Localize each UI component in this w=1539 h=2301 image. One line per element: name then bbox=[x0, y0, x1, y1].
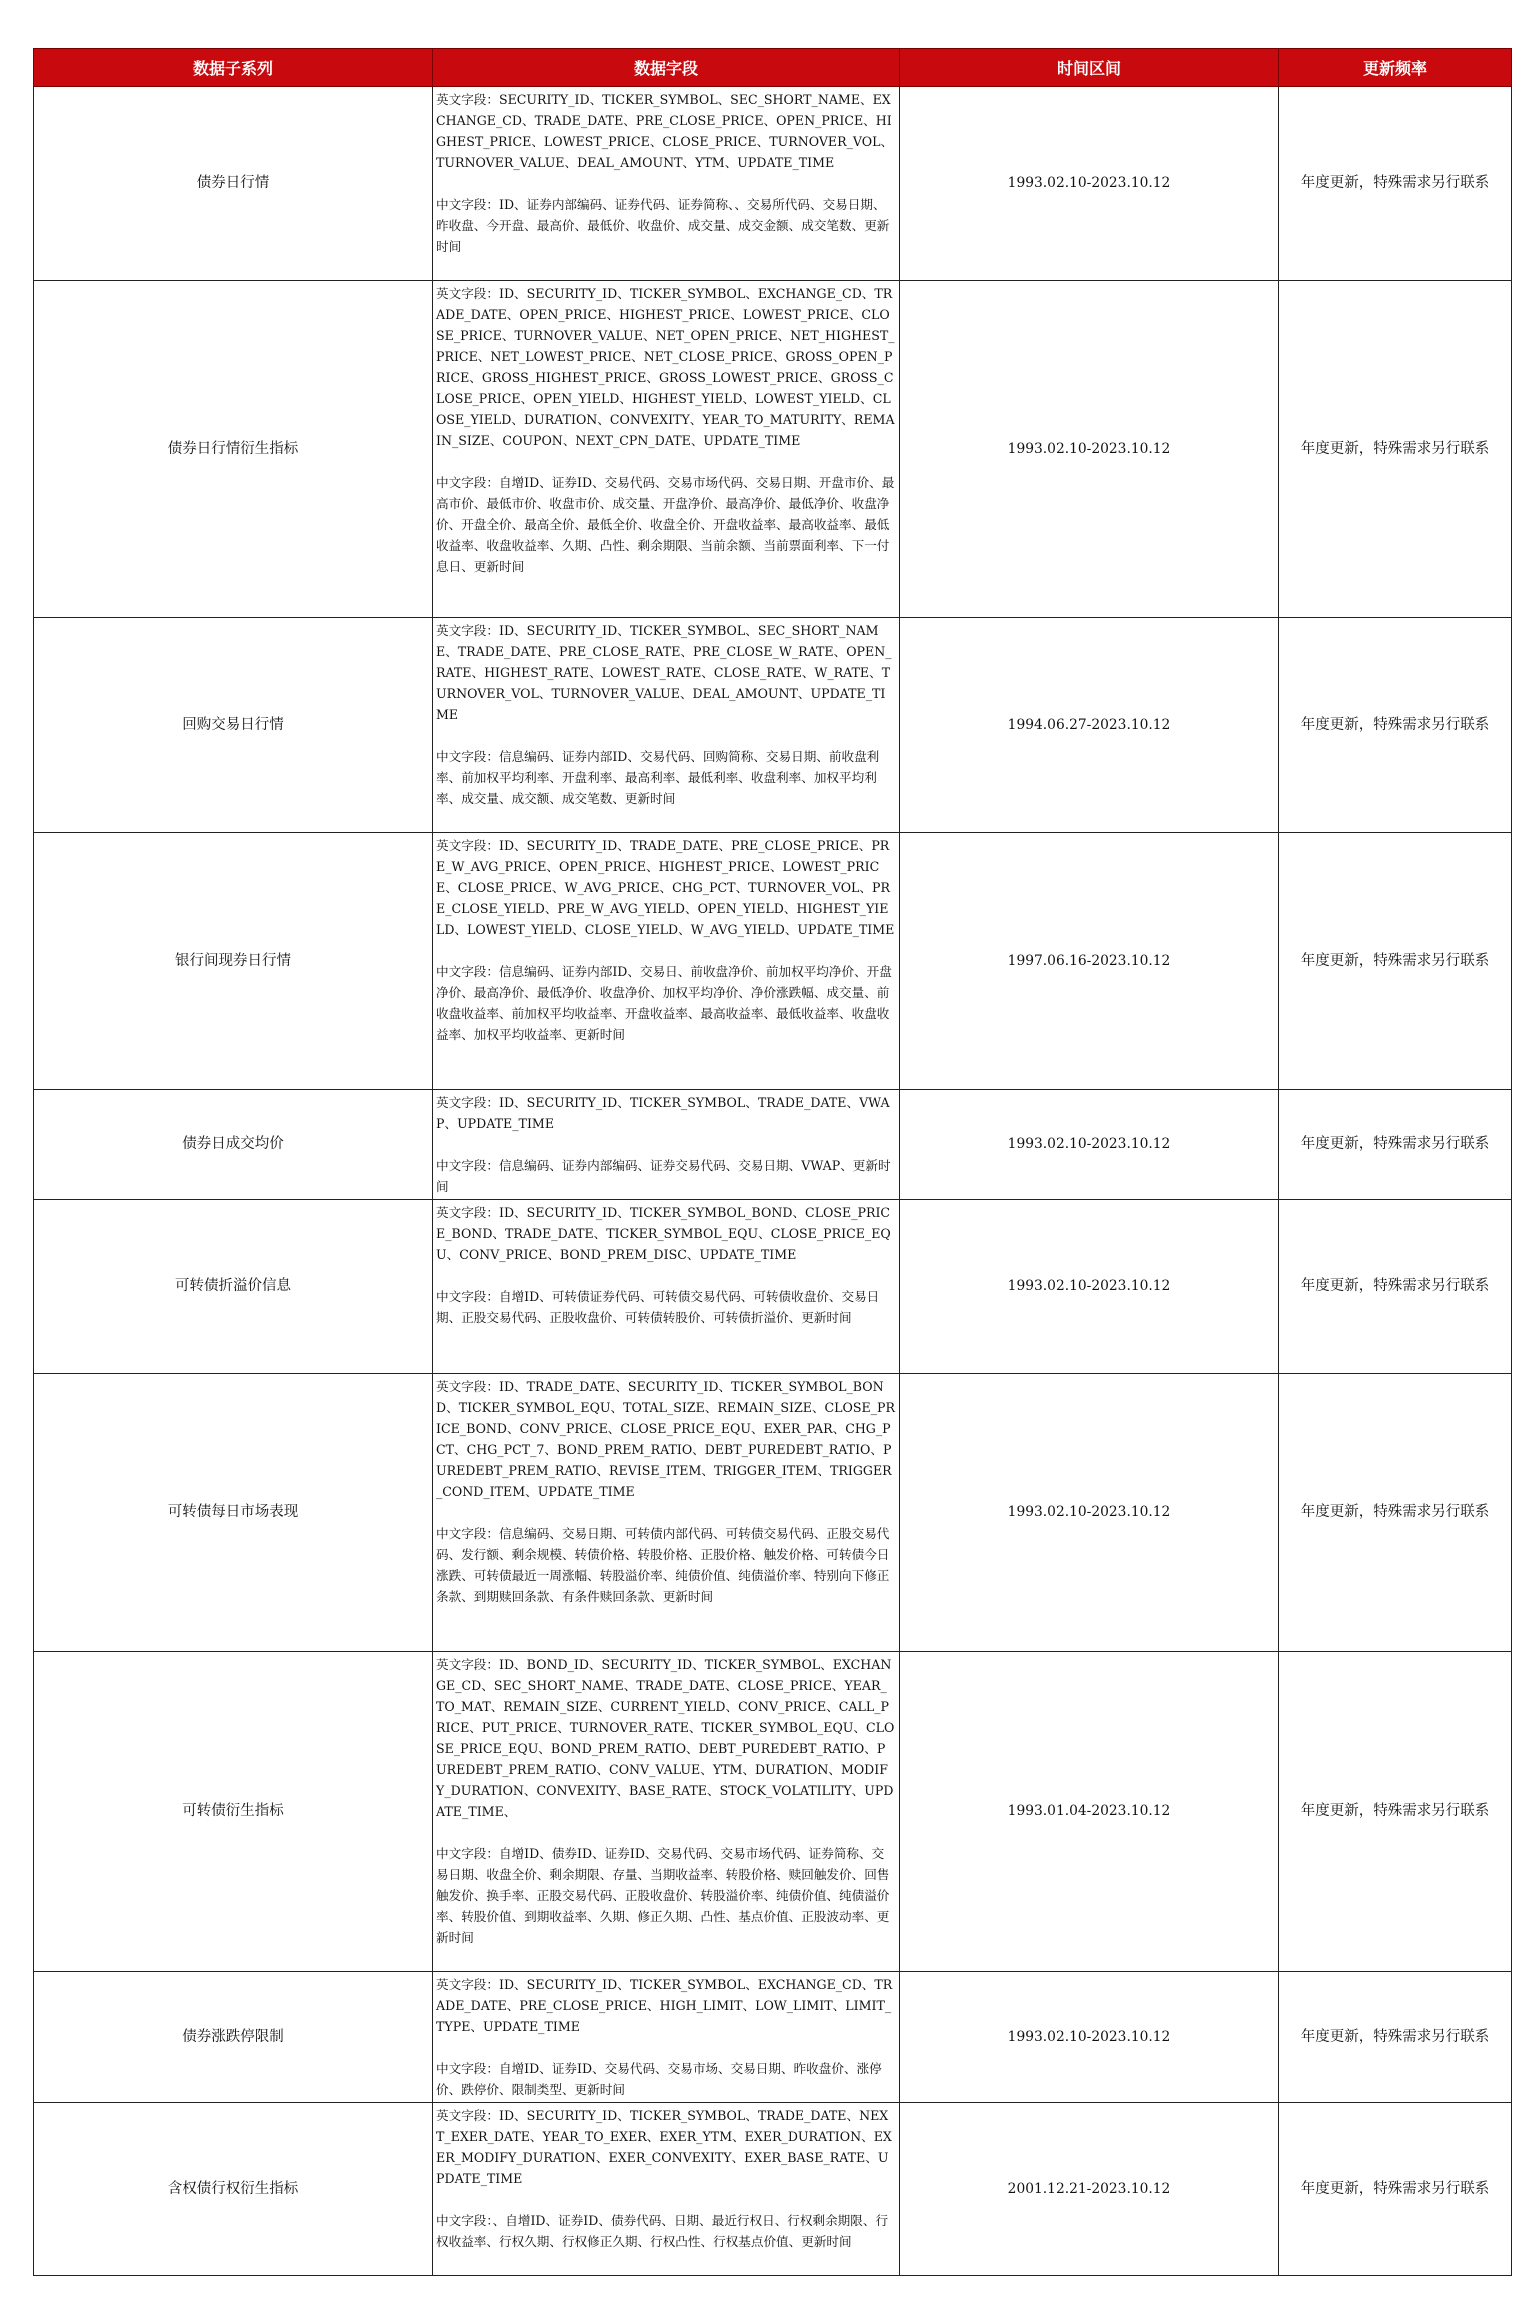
series-cell: 可转债折溢价信息 bbox=[34, 1200, 433, 1374]
fields-cell bbox=[433, 1090, 900, 1200]
table-row bbox=[34, 1200, 1512, 1374]
english-fields: 英文字段：ID、SECURITY_ID、TRADE_DATE、PRE_CLOSE_PRICE、PRE_W_AVG_PRICE、OPEN_PRICE、HIGHEST_PRICE、LOWEST_PRICE、CLOSE_PRICE、W_AVG_PRICE、CHG_PCT、TURNOVER_VOL、PRE_CLOSE_YIELD、PRE_W_AVG_YIELD、OPEN_YIELD、HIGHEST_YIELD、LOWEST_YIELD、CLOSE_YIELD、W_AVG_YIELD、UPDATE_TIME bbox=[436, 838, 895, 937]
table-row bbox=[34, 1374, 1512, 1652]
chinese-fields: 中文字段：自增ID、可转债证券代码、可转债交易代码、可转债收盘价、交易日期、正股交易代码、正股收盘价、可转债转股价、可转债折溢价、更新时间 bbox=[436, 1289, 880, 1325]
english-fields: 英文字段：ID、SECURITY_ID、TICKER_SYMBOL、SEC_SHORT_NAME、TRADE_DATE、PRE_CLOSE_RATE、PRE_CLOSE_W_RATE、OPEN_RATE、HIGHEST_RATE、LOWEST_RATE、CLOSE_RATE、W_RATE、TURNOVER_VOL、TURNOVER_VALUE、DEAL_AMOUNT、UPDATE_TIME bbox=[436, 623, 892, 722]
english-fields: 英文字段：ID、SECURITY_ID、TICKER_SYMBOL_BOND、CLOSE_PRICE_BOND、TRADE_DATE、TICKER_SYMBOL_EQU、CLOSE_PRICE_EQU、CONV_PRICE、BOND_PREM_DISC、UPDATE_TIME bbox=[436, 1205, 891, 1262]
series-cell: 债券涨跌停限制 bbox=[34, 1972, 433, 2103]
series-cell: 含权债行权衍生指标 bbox=[34, 2103, 433, 2276]
frequency-cell: 年度更新，特殊需求另行联系 bbox=[1279, 618, 1512, 833]
table-row bbox=[34, 2103, 1512, 2276]
english-fields: 英文字段：ID、SECURITY_ID、TICKER_SYMBOL、EXCHANGE_CD、TRADE_DATE、PRE_CLOSE_PRICE、HIGH_LIMIT、LOW_LIMIT、LIMIT_TYPE、UPDATE_TIME bbox=[436, 1977, 893, 2034]
fields-cell bbox=[433, 1652, 900, 1972]
series-cell: 回购交易日行情 bbox=[34, 618, 433, 833]
period-cell: 1993.02.10-2023.10.12 bbox=[900, 281, 1279, 618]
frequency-cell: 年度更新，特殊需求另行联系 bbox=[1279, 1090, 1512, 1200]
frequency-cell: 年度更新，特殊需求另行联系 bbox=[1279, 1652, 1512, 1972]
english-fields: 英文字段：ID、BOND_ID、SECURITY_ID、TICKER_SYMBOL、EXCHANGE_CD、SEC_SHORT_NAME、TRADE_DATE、CLOSE_PRICE、YEAR_TO_MAT、REMAIN_SIZE、CURRENT_YIELD、CONV_PRICE、CALL_PRICE、PUT_PRICE、TURNOVER_RATE、TICKER_SYMBOL_EQU、CLOSE_PRICE_EQU、BOND_PREM_RATIO、DEBT_PUREDEBT_RATIO、PUREDEBT_PREM_RATIO、CONV_VALUE、YTM、DURATION、MODIFY_DURATION、CONVEXITY、BASE_RATE、STOCK_VOLATILITY、UPDATE_TIME、 bbox=[436, 1657, 895, 1819]
chinese-fields: 中文字段：、自增ID、证券ID、债券代码、日期、最近行权日、行权剩余期限、行权收益率、行权久期、行权修正久期、行权凸性、行权基点价值、更新时间 bbox=[436, 2213, 889, 2249]
fields-cell bbox=[433, 87, 900, 281]
period-cell: 1997.06.16-2023.10.12 bbox=[900, 833, 1279, 1090]
table-row bbox=[34, 87, 1512, 281]
period-cell: 1993.02.10-2023.10.12 bbox=[900, 1200, 1279, 1374]
frequency-cell: 年度更新，特殊需求另行联系 bbox=[1279, 1200, 1512, 1374]
table-row bbox=[34, 833, 1512, 1090]
period-cell: 1993.02.10-2023.10.12 bbox=[900, 1972, 1279, 2103]
period-cell: 1993.02.10-2023.10.12 bbox=[900, 87, 1279, 281]
fields-cell bbox=[433, 2103, 900, 2276]
header-series: 数据子系列 bbox=[34, 49, 433, 87]
chinese-fields: 中文字段：自增ID、证券ID、交易代码、交易市场代码、交易日期、开盘市价、最高市价、最低市价、收盘市价、成交量、开盘净价、最高净价、最低净价、收盘净价、开盘全价、最高全价、最低全价、收盘全价、开盘收益率、最高收益率、最低收益率、收盘收益率、久期、凸性、剩余期限、当前余额、当前票面利率、下一付息日、更新时间 bbox=[436, 475, 895, 574]
fields-cell bbox=[433, 618, 900, 833]
series-cell: 银行间现券日行情 bbox=[34, 833, 433, 1090]
data-table bbox=[33, 48, 1512, 2276]
table-row bbox=[34, 1090, 1512, 1200]
header-frequency: 更新频率 bbox=[1279, 49, 1512, 87]
table-row bbox=[34, 1972, 1512, 2103]
frequency-cell: 年度更新，特殊需求另行联系 bbox=[1279, 1972, 1512, 2103]
fields-cell bbox=[433, 1374, 900, 1652]
series-cell: 债券日行情衍生指标 bbox=[34, 281, 433, 618]
table-row bbox=[34, 1652, 1512, 1972]
series-cell: 可转债每日市场表现 bbox=[34, 1374, 433, 1652]
chinese-fields: 中文字段：自增ID、证券ID、交易代码、交易市场、交易日期、昨收盘价、涨停价、跌停价、限制类型、更新时间 bbox=[436, 2061, 882, 2097]
fields-cell bbox=[433, 833, 900, 1090]
frequency-cell: 年度更新，特殊需求另行联系 bbox=[1279, 2103, 1512, 2276]
header-row bbox=[34, 49, 1512, 87]
english-fields: 英文字段：ID、SECURITY_ID、TICKER_SYMBOL、TRADE_DATE、NEXT_EXER_DATE、YEAR_TO_EXER、EXER_YTM、EXER_DURATION、EXER_MODIFY_DURATION、EXER_CONVEXITY、EXER_BASE_RATE、UPDATE_TIME bbox=[436, 2108, 892, 2186]
chinese-fields: 中文字段：信息编码、交易日期、可转债内部代码、可转债交易代码、正股交易代码、发行额、剩余规模、转债价格、转股价格、正股价格、触发价格、可转债今日涨跌、可转债最近一周涨幅、转股溢价率、纯债价值、纯债溢价率、特别向下修正条款、到期赎回条款、有条件赎回条款、更新时间 bbox=[436, 1526, 890, 1604]
header-period: 时间区间 bbox=[900, 49, 1279, 87]
chinese-fields: 中文字段：信息编码、证券内部编码、证券交易代码、交易日期、VWAP、更新时间 bbox=[436, 1158, 891, 1194]
period-cell: 1993.02.10-2023.10.12 bbox=[900, 1374, 1279, 1652]
period-cell: 1993.01.04-2023.10.12 bbox=[900, 1652, 1279, 1972]
fields-cell bbox=[433, 1200, 900, 1374]
table-row bbox=[34, 618, 1512, 833]
series-cell: 债券日成交均价 bbox=[34, 1090, 433, 1200]
series-cell: 可转债衍生指标 bbox=[34, 1652, 433, 1972]
english-fields: 英文字段：ID、SECURITY_ID、TICKER_SYMBOL、EXCHANGE_CD、TRADE_DATE、OPEN_PRICE、HIGHEST_PRICE、LOWEST_PRICE、CLOSE_PRICE、TURNOVER_VALUE、NET_OPEN_PRICE、NET_HIGHEST_PRICE、NET_LOWEST_PRICE、NET_CLOSE_PRICE、GROSS_OPEN_PRICE、GROSS_HIGHEST_PRICE、GROSS_LOWEST_PRICE、GROSS_CLOSE_PRICE、OPEN_YIELD、HIGHEST_YIELD、LOWEST_YIELD、CLOSE_YIELD、DURATION、CONVEXITY、YEAR_TO_MATURITY、REMAIN_SIZE、COUPON、NEXT_CPN_DATE、UPDATE_TIME bbox=[436, 286, 895, 448]
fields-cell bbox=[433, 1972, 900, 2103]
period-cell: 1994.06.27-2023.10.12 bbox=[900, 618, 1279, 833]
period-cell: 1993.02.10-2023.10.12 bbox=[900, 1090, 1279, 1200]
english-fields: 英文字段：ID、SECURITY_ID、TICKER_SYMBOL、TRADE_DATE、VWAP、UPDATE_TIME bbox=[436, 1095, 890, 1131]
table-row bbox=[34, 281, 1512, 618]
english-fields: 英文字段：ID、TRADE_DATE、SECURITY_ID、TICKER_SYMBOL_BOND、TICKER_SYMBOL_EQU、TOTAL_SIZE、REMAIN_SIZE、CLOSE_PRICE_BOND、CONV_PRICE、CLOSE_PRICE_EQU、EXER_PAR、CHG_PCT、CHG_PCT_7、BOND_PREM_RATIO、DEBT_PUREDEBT_RATIO、PUREDEBT_PREM_RATIO、REVISE_ITEM、TRIGGER_ITEM、TRIGGER_COND_ITEM、UPDATE_TIME bbox=[436, 1379, 895, 1499]
english-fields: 英文字段：SECURITY_ID、TICKER_SYMBOL、SEC_SHORT_NAME、EXCHANGE_CD、TRADE_DATE、PRE_CLOSE_PRICE、OPEN_PRICE、HIGHEST_PRICE、LOWEST_PRICE、CLOSE_PRICE、TURNOVER_VOL、TURNOVER_VALUE、DEAL_AMOUNT、YTM、UPDATE_TIME bbox=[436, 92, 894, 170]
period-cell: 2001.12.21-2023.10.12 bbox=[900, 2103, 1279, 2276]
fields-cell bbox=[433, 281, 900, 618]
header-fields: 数据字段 bbox=[433, 49, 900, 87]
chinese-fields: 中文字段：自增ID、债券ID、证券ID、交易代码、交易市场代码、证券简称、交易日期、收盘全价、剩余期限、存量、当期收益率、转股价格、赎回触发价、回售触发价、换手率、正股交易代码、正股收盘价、转股溢价率、纯债价值、纯债溢价率、转股价值、到期收益率、久期、修正久期、凸性、基点价值、正股波动率、更新时间 bbox=[436, 1846, 890, 1945]
chinese-fields: 中文字段：ID、证券内部编码、证券代码、证券简称、、交易所代码、交易日期、昨收盘、今开盘、最高价、最低价、收盘价、成交量、成交金额、成交笔数、更新时间 bbox=[436, 197, 890, 254]
series-cell: 债券日行情 bbox=[34, 87, 433, 281]
frequency-cell: 年度更新，特殊需求另行联系 bbox=[1279, 1374, 1512, 1652]
frequency-cell: 年度更新，特殊需求另行联系 bbox=[1279, 87, 1512, 281]
frequency-cell: 年度更新，特殊需求另行联系 bbox=[1279, 833, 1512, 1090]
chinese-fields: 中文字段：信息编码、证券内部ID、交易日、前收盘净价、前加权平均净价、开盘净价、最高净价、最低净价、收盘净价、加权平均净价、净价涨跌幅、成交量、前收盘收益率、前加权平均收益率、开盘收益率、最高收益率、最低收益率、收盘收益率、加权平均收益率、更新时间 bbox=[436, 964, 892, 1042]
frequency-cell: 年度更新，特殊需求另行联系 bbox=[1279, 281, 1512, 618]
chinese-fields: 中文字段：信息编码、证券内部ID、交易代码、回购简称、交易日期、前收盘利率、前加权平均利率、开盘利率、最高利率、最低利率、收盘利率、加权平均利率、成交量、成交额、成交笔数、更新时间 bbox=[436, 749, 880, 806]
